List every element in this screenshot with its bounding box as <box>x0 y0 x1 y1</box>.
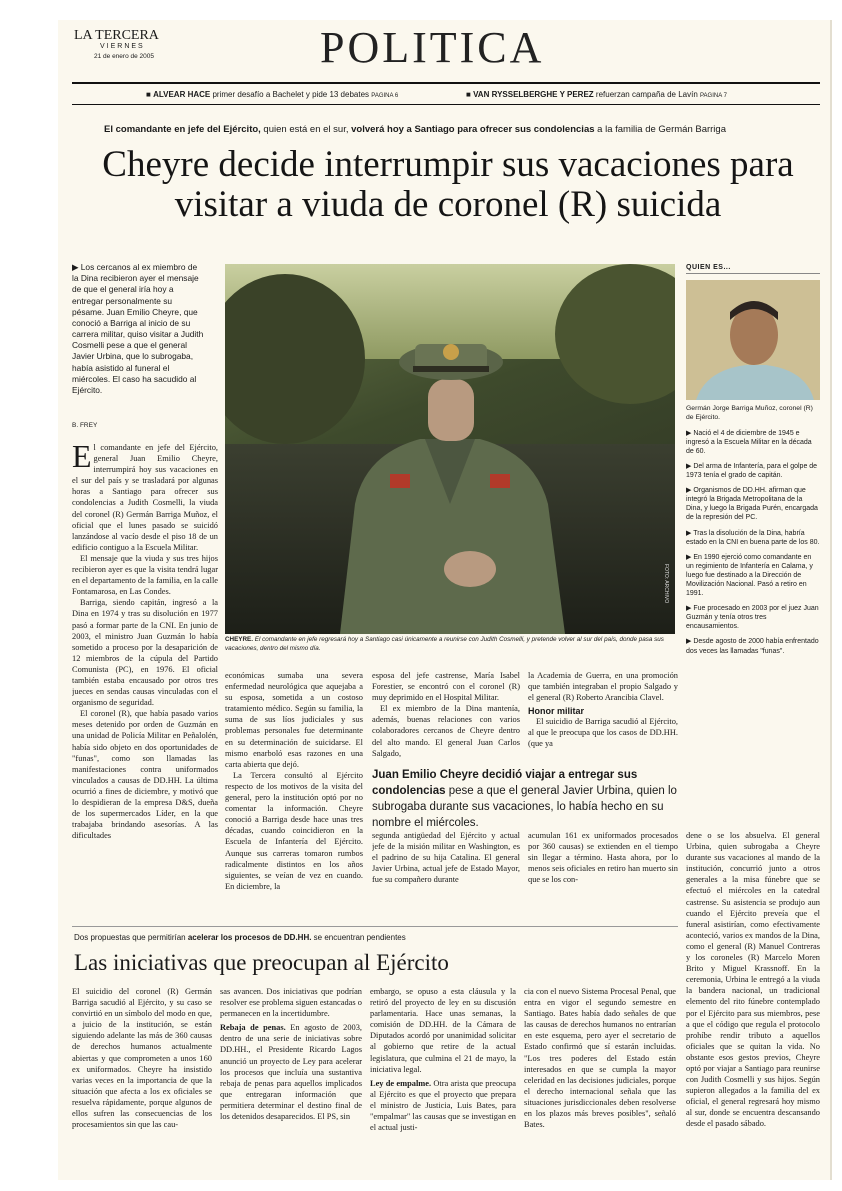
sidebar-bullet: ▶ Desde agosto de 2000 había enfrentado dos veces las llamadas "funas". <box>686 638 819 655</box>
body-column-3-lower: segunda antigüedad del Ejército y actual jefe de la misión militar en Washington, es el padrino de su hija Catalina. El general Javier Urbina, actual jefe de Estado Mayor, fue su compañero durante <box>372 831 520 885</box>
kicker-text-2: a la familia de Germán Barriga <box>594 124 726 135</box>
masthead-name: LA TERCERA <box>74 28 159 43</box>
second-kicker <box>74 933 406 942</box>
photo-caption <box>225 636 675 653</box>
article-kicker <box>104 124 726 135</box>
body-column-3 <box>372 670 520 768</box>
barriga-portrait <box>686 280 820 400</box>
body-paragraph: La Tercera consultó al Ejército respecto de los motivos de la visita del general, pero la institución optó por no comentar la información. Cheyre conoció a Barriga desde hace unas tres décadas, cuando coincidieron en la Escuela de Infantería del Ejército. Aunque sus carreras tomaron rumbos radicalmente distintos en los años siguientes, se veían de vez en cuando. En diciembre, la <box>225 770 363 891</box>
sidebar-title: QUIEN ES... <box>686 264 820 274</box>
sidebar-bullet: ▶ Fue procesado en 2003 por el juez Juan Guzmán y tenía otros tres encausamientos. <box>686 605 819 631</box>
pull-quote <box>372 768 682 831</box>
barriga-photo <box>686 280 820 400</box>
sidebar-bullet: ▶ Organismos de DD.HH. afirman que integró la Brigada Metropolitana de la Dina, y luego la Brigada Purén, encargada de la represión del PC. <box>686 487 818 522</box>
subhead-honor-militar: Honor militar <box>528 706 585 717</box>
sidebar-bullet: ▶ Del arma de Infantería, para el golpe de 1973 tenía el grado de capitán. <box>686 462 818 480</box>
second-column-1: El suicidio del coronel (R) Germán Barriga sacudió al Ejército, y su caso se convirtió en un símbolo del modo en que, a juicio de la institución, se están siguiendo adelante las más de 360 causas de derechos humanos actualmente abiertas y que comprometen a unos 160 ex uniformados. Cheyre ha insistido varias veces en la importancia de que la situación que afecta a los ex oficiales se resuelva rápidamente, porque algunos de ellos sufren las consecuencias de los procesamientos sin que las cau- <box>72 987 212 1130</box>
profile-sidebar <box>686 264 820 656</box>
body-paragraph: El mensaje que la viuda y sus tres hijos recibieron ayer es que la visita tendrá lugar en el departamento de la familia, en la calle Fontamarosa, en Las Condes. <box>72 553 218 597</box>
body-paragraph: l comandante en jefe del Ejército, general Juan Emilio Cheyre, interrumpirá hoy sus vacaciones en el sur del país y se trasladará por algunas horas a Santiago para ofrecer sus condolencias a Judith Cosmelli, la viuda del coronel (R) Germán Barriga Muñoz, el oficial que el lunes pasado se suicidó lanzándose al vacío desde el piso 18 de un edificio contiguo a la Escuela Militar. <box>72 443 218 552</box>
body-paragraph: El suicidio de Barriga sacudió al Ejército, al que le preocupa que los casos de DD.HH. (que ya <box>528 717 678 749</box>
kicker2-text-2: se encuentran pendientes <box>311 933 406 942</box>
subhead-rebaja-penas: Rebaja de penas. <box>220 1023 286 1033</box>
second-column-4: cia con el nuevo Sistema Procesal Penal, que entra en vigor el segundo semestre en Santiago. Bates había dado señales de que las causas de derechos humanos no entrarían en este esquema, pero ayer el secretario de Estado confirmó que sí estarán incluidas. "Los tres poderes del Estado están interesados en que se cumpla la mayor celeridad en las decisiones judiciales, porque el derecho internacional señala que las situaciones jurisdiccionales deben resolverse en los plazos más breves posibles", señaló Bates. <box>524 987 676 1130</box>
body-column-2 <box>225 670 363 920</box>
body-paragraph: En agosto de 2003, dentro de una serie de iniciativas sobre DD.HH., el Presidente Ricardo Lagos anunció un proyecto de Ley para acelerar los procesos que incluía una sustantiva rebaja de penas para aquellos implicados que entregaran información que permitiera determinar el destino final de los detenidos desaparecidos. El PS, sin <box>220 1023 362 1122</box>
sidebar-bullet: ▶ En 1990 ejerció como comandante en un regimiento de Infantería en Calama, y luego fue destinado a la Dirección de Movilización Nacional. Pasó a retiro en 1991. <box>686 553 813 598</box>
teaser-1-text: primer desafío a Bachelet y pide 13 debates <box>212 90 370 99</box>
newspaper-page <box>58 20 832 1180</box>
sidebar-bullet: ▶ Tras la disolución de la Dina, habría estado en la CNI en buena parte de los 80. <box>686 529 820 546</box>
masthead-day: VIERNES <box>100 43 145 50</box>
body-paragraph: esposa del jefe castrense, María Isabel Forestier, se encontró con el coronel (R) muy deprimido en el Hospital Militar. <box>372 671 520 703</box>
drop-cap: E <box>72 442 92 474</box>
subhead-ley-empalme: Ley de empalme. <box>370 1078 432 1088</box>
second-column-2 <box>220 986 362 1176</box>
teaser-1-page: PAGINA 6 <box>371 93 399 99</box>
section-title: POLITICA <box>320 23 545 72</box>
teaser-2-page: PAGINA 7 <box>700 93 727 99</box>
sidebar-name: Germán Jorge Barriga Muñoz, coronel (R) de Ejército. <box>686 405 813 421</box>
intro-summary: ▶ Los cercanos al ex miembro de la Dina recibieron ayer el mensaje de que el general iría hoy a entregar personalmente su pésame. Juan Emilio Cheyre, que conoció a Barriga al inicio de su carrera militar, quiso visitar a Judith Cosmelli pese a que el general Javier Urbina, que lo subrogaba, había asistido al funeral el miércoles. El caso ha sacudido al Ejército. <box>72 262 204 395</box>
main-headline: Cheyre decide interrumpir sus vacaciones para visitar a viuda de coronel (R) suicida <box>102 144 794 225</box>
body-paragraph: la Academia de Guerra, en una promoción que también integraban el propio Salgado y el general (R) Roberto Arancibia Clavel. <box>528 671 678 703</box>
kicker-text-1: quien está en el sur, <box>260 124 352 135</box>
body-paragraph: Barriga, siendo capitán, ingresó a la Dina en 1974 y tras su disolución en 1977 pasó a formar parte de la CNI. En junio de 2003, el ministro Juan Guzmán lo había sometido a proceso por la desaparición de 12 miembros de la cúpula del Partido Comunista (PC), en 1976. El oficial también estaba encausado por otros tres jueces en sendas causas vinculadas con el organismo de seguridad. <box>72 598 218 708</box>
body-paragraph: embargo, se opuso a esta cláusula y la retiró del proyecto de ley en su discusión parlamentaria. Hace unas semanas, la comisión de DD.HH. de la Cámara de Diputados acordó por unanimidad solicitar al gobierno que retire de la actual legislatura, que culmina el 21 de mayo, la iniciativa legal. <box>370 987 516 1074</box>
body-column-5: dene o se los absuelva. El general Urbina, quien subrogaba a Cheyre durante sus vacaciones al mando de la institución, concurrió junto a otros generales a la misa fúnebre que se efectuó el miércoles en la catedral castrense. Su asistencia se produjo aun cuando el Ejército preveía que el funeral asistirían, como efectivamente aconteció, varios ex mandos de la Dina, como el general (R) Manuel Contreras y los coroneles (R) Marcelo Moren Brito y Miguel Krassnoff. En la ceremonia, Urbina le entregó a la viuda la bandera nacional, un tradicional elemento del rito fúnebre contemplado por el Ejército para sus miembros, pese a que el código que regula el protocolo prohíbe rendir tributo a aquellos oficiales que se quitan la vida. No obstante esos gestos previos, Cheyre optó por viajar a Santiago para reunirse con Judith Cosmelli y sus hijos. Según supieron allegados a la familia del ex oficial, el general regresará hoy mismo al sur, donde se encuentra descansando desde el pasado sábado. <box>686 831 820 1129</box>
sidebar-bullet: ▶ Nació el 4 de diciembre de 1945 e ingresó a la Escuela Militar en la década de 60. <box>686 429 812 455</box>
article-divider <box>72 926 678 927</box>
teaser-1-bold: ALVEAR HACE <box>153 90 211 99</box>
sidebar-bullets <box>686 429 820 656</box>
kicker2-text-1: Dos propuestas que permitirían <box>74 933 188 942</box>
body-column-4-lower: acumulan 161 ex uniformados procesados por 360 causas) se extienden en el tiempo sin llegar a término. Hasta ahora, por lo menos seis oficiales en retiro han muerto sin que se los con- <box>528 831 678 885</box>
teaser-2[interactable]: ■ VAN RYSSELBERGHE Y PEREZ refuerzan campaña de Lavín PAGINA 7 <box>466 90 727 99</box>
teaser-2-text: refuerzan campaña de Lavín <box>595 90 698 99</box>
body-column-1 <box>72 442 218 920</box>
kicker2-bold: acelerar los procesos de DD.HH. <box>187 933 312 942</box>
kicker-bold-2: volverá hoy a Santiago para ofrecer sus condolencias <box>351 124 595 135</box>
top-rule <box>72 82 820 84</box>
caption-text: El comandante en jefe regresará hoy a Santiago casi únicamente a reunirse con Judith Cosmelli, y pretende volver al sur del país, donde pasa sus vacaciones, dentro del mismo día. <box>225 636 664 652</box>
pullquote-bold: Juan Emilio Cheyre decidió viajar a entregar sus condolencias <box>372 769 638 797</box>
cheyre-photo <box>225 264 675 634</box>
pullquote-text: pese a que el general Javier Urbina, quien lo subrogaba durante sus vacaciones, lo había hecho en su nombre el miércoles. <box>372 784 677 829</box>
body-paragraph: económicas sumaba una severa enfermedad neurológica que aquejaba a su esposa, sometida a un costoso tratamiento médico. Según su familia, la suma de sus líos judiciales y sus problemas personales fue determinante en su determinación de suicidarse. El mismo enarboló esas razones en una carta abierta que dejó. <box>225 671 363 769</box>
photo-credit: FOTO: ARCHIVO <box>663 564 669 604</box>
teaser-1[interactable]: ■ ALVEAR HACE primer desafío a Bachelet y pide 13 debates PAGINA 6 <box>146 90 399 99</box>
second-column-3 <box>370 986 516 1176</box>
body-paragraph: Otra arista que preocupa al Ejército es que el proyecto que prepara el ministro de Justicia, Luis Bates, para "empalmar" las causas que se investigan en el actual justi- <box>370 1078 516 1133</box>
caption-bold: CHEYRE. <box>225 636 253 643</box>
body-paragraph: El ex miembro de la Dina mantenía, además, buenas relaciones con varios colaboradores cercanos de Cheyre dentro del alto mando. El general Juan Carlos Salgado, <box>372 704 520 758</box>
second-headline: Las iniciativas que preocupan al Ejército <box>74 950 449 975</box>
officer-figure <box>320 304 580 634</box>
masthead-date: 21 de enero de 2005 <box>94 53 154 60</box>
body-column-4 <box>528 670 678 768</box>
kicker-bold-1: El comandante en jefe del Ejército, <box>104 124 261 135</box>
body-paragraph: sas avancen. Dos iniciativas que podrían resolver ese problema siguen estancadas o permanecen en la incertidumbre. <box>220 987 362 1019</box>
body-paragraph: El coronel (R), que había pasado varios meses detenido por orden de Guzmán en una unidad de Policía Militar en Peñalolén, había sido objeto en dos oportunidades de "funas", como son llamadas las manifestaciones contra uniformados vinculados a causas de DD.HH. La última ocurrió a fines de diciembre, y motivó que lo despidieran de la empresa D&S, dueña de los supermercados Líder, en la que trabajaba brindando asesorías. A las dificultades <box>72 709 218 841</box>
teaser-2-bold: VAN RYSSELBERGHE Y PEREZ <box>473 90 594 99</box>
byline: B. FREY <box>72 422 98 429</box>
teaser-rule <box>72 104 820 105</box>
